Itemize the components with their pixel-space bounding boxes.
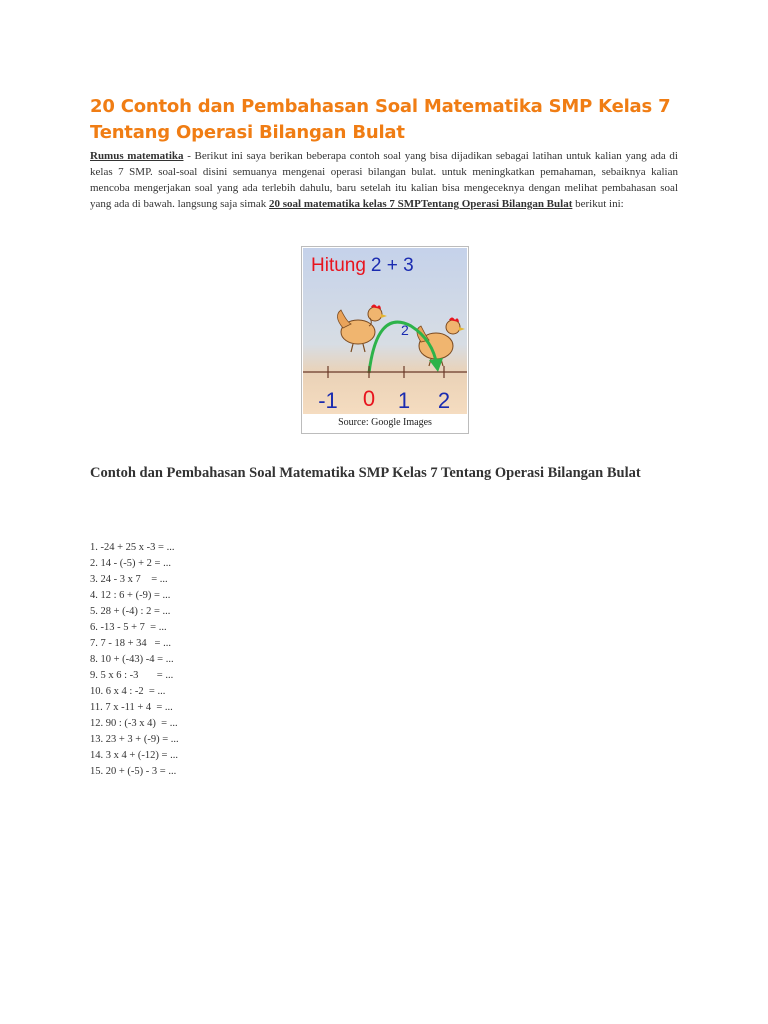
problem-item: 13. 23 + 3 + (-9) = ... — [90, 734, 179, 745]
problem-item: 9. 5 x 6 : -3 = ... — [90, 670, 174, 681]
figure-heading — [311, 255, 414, 276]
number-zero: 0 — [362, 386, 376, 411]
soal-article-link[interactable]: 20 soal matematika kelas 7 SMPTentang Operasi Bilangan Bulat — [269, 198, 573, 210]
problem-item: 6. -13 - 5 + 7 = ... — [90, 622, 167, 633]
problem-item: 15. 20 + (-5) - 3 = ... — [90, 766, 177, 777]
problem-item: 3. 24 - 3 x 7 = ... — [90, 574, 168, 585]
intro-text-part2: berikut ini: — [572, 198, 624, 210]
problem-item: 14. 3 x 4 + (-12) = ... — [90, 750, 178, 761]
problem-item: 10. 6 x 4 : -2 = ... — [90, 686, 166, 697]
problem-item: 1. -24 + 25 x -3 = ... — [90, 542, 175, 553]
figure-heading-expression: 2 + 3 — [370, 255, 414, 276]
number-line-illustration — [303, 248, 467, 414]
intro-text-part1: - Berikut ini saya berikan beberapa contoh soal yang bisa dijadikan sebagai latihan untuk kalian yang ada di kelas 7 SMP. soal-soal disini semuanya mengenai operasi bilangan bulat. untuk meningkatkan pemahaman, sebaiknya kalian mencoba mengerjakan soal yang ada terlebih dahulu, baru setelah itu kalian bisa mengeceknya dengan melihat pembahasan soal yang ada di bawah. langsung saja simak — [90, 150, 678, 210]
problem-item: 4. 12 : 6 + (-9) = ... — [90, 590, 171, 601]
problem-list — [90, 540, 179, 780]
problem-item: 11. 7 x -11 + 4 = ... — [90, 702, 173, 713]
jump-label: 2 — [401, 322, 409, 338]
number-two: 2 — [437, 388, 451, 413]
number-one: 1 — [397, 388, 411, 413]
figure-caption: Source: Google Images — [338, 417, 432, 428]
problem-item: 2. 14 - (-5) + 2 = ... — [90, 558, 171, 569]
article-title: 20 Contoh dan Pembahasan Soal Matematika SMP Kelas 7 Tentang Operasi Bilangan Bulat — [90, 96, 671, 143]
problem-item: 5. 28 + (-4) : 2 = ... — [90, 606, 171, 617]
problem-item: 8. 10 + (-43) -4 = ... — [90, 654, 174, 665]
intro-paragraph — [90, 148, 678, 212]
rumus-matematika-link[interactable]: Rumus matematika — [90, 150, 184, 162]
figure-number-line — [301, 246, 469, 434]
figure-heading-word: Hitung — [311, 255, 366, 276]
article — [90, 94, 678, 777]
section-heading: Contoh dan Pembahasan Soal Matematika SMP Kelas 7 Tentang Operasi Bilangan Bulat — [90, 465, 641, 481]
number-minus-one: -1 — [318, 388, 338, 413]
problem-item: 7. 7 - 18 + 34 = ... — [90, 638, 171, 649]
problem-item: 12. 90 : (-3 x 4) = ... — [90, 718, 178, 729]
